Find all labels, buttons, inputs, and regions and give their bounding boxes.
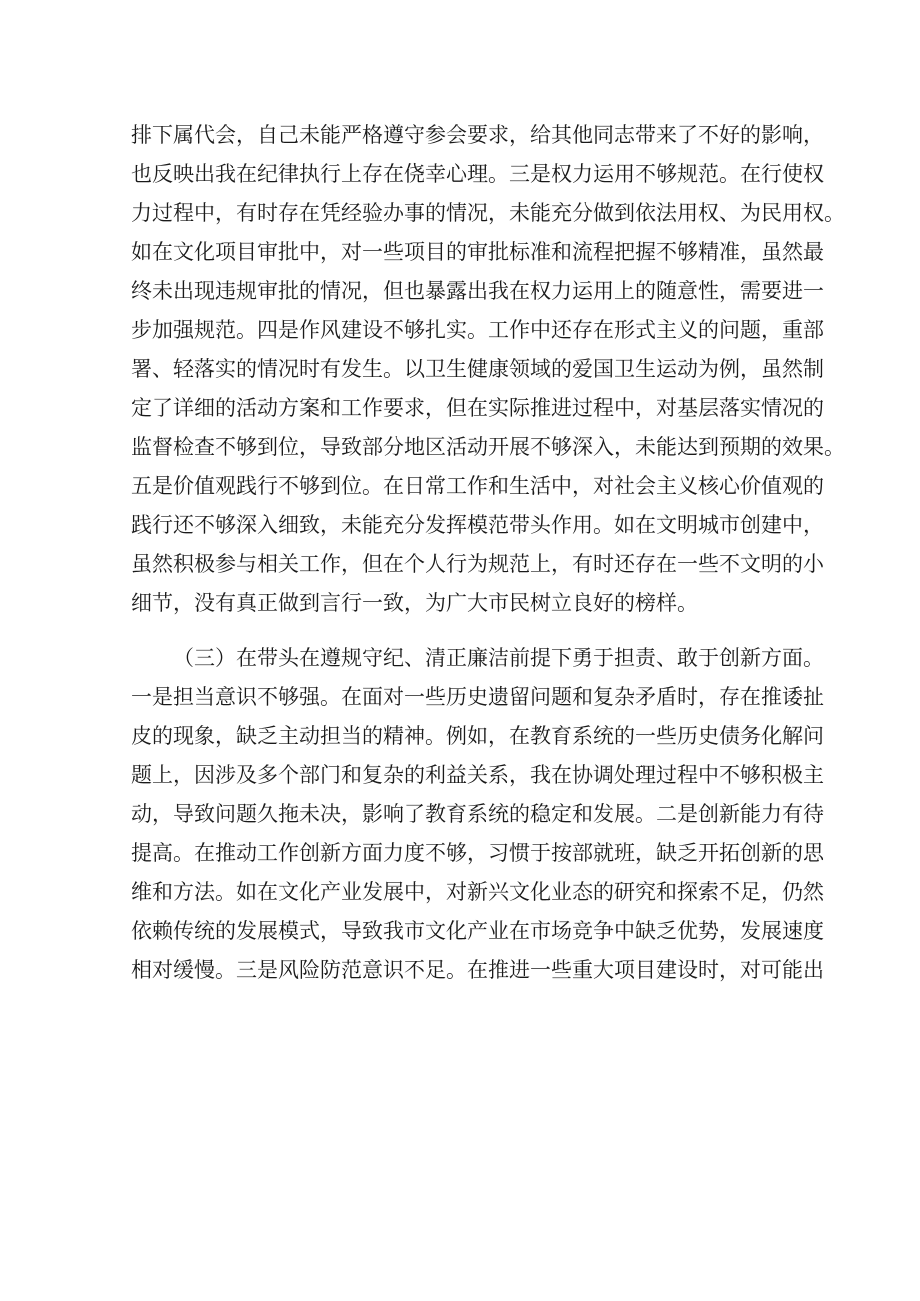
paragraph-spacer [131, 623, 791, 639]
text-line: 步加强规范。四是作风建设不够扎实。工作中还存在形式主义的问题，重部 [131, 318, 824, 342]
text-line: 力过程中，有时存在凭经验办事的情况，未能充分做到依法用权、为民用权。 [131, 201, 845, 225]
text-line: 监督检查不够到位，导致部分地区活动开展不够深入，未能达到预期的效果。 [131, 435, 845, 459]
text-line: 提高。在推动工作创新方面力度不够，习惯于按部就班，缺乏开拓创新的思 [131, 841, 824, 865]
text-line: 排下属代会，自己未能严格遵守参会要求，给其他同志带来了不好的影响， [131, 123, 824, 147]
paragraph-2 [131, 639, 824, 990]
text-line: 依赖传统的发展模式，导致我市文化产业在市场竞争中缺乏优势，发展速度 [131, 919, 824, 943]
text-line: 相对缓慢。三是风险防范意识不足。在推进一些重大项目建设时，对可能出 [131, 958, 824, 982]
text-line: 维和方法。如在文化产业发展中，对新兴文化业态的研究和探索不足，仍然 [131, 880, 824, 904]
section-heading-line: （三）在带头在遵规守纪、清正廉洁前提下勇于担责、敢于创新方面。 [173, 646, 824, 670]
text-line: 终未出现违规审批的情况，但也暴露出我在权力运用上的随意性，需要进一 [131, 279, 824, 303]
text-line: 动，导致问题久拖未决，影响了教育系统的稳定和发展。二是创新能力有待 [131, 802, 824, 826]
text-line: 如在文化项目审批中，对一些项目的审批标准和流程把握不够精准，虽然最 [131, 240, 824, 264]
text-line: 皮的现象，缺乏主动担当的精神。例如，在教育系统的一些历史债务化解问 [131, 724, 824, 748]
text-line: 虽然积极参与相关工作，但在个人行为规范上，有时还存在一些不文明的小 [131, 552, 824, 576]
text-line: 也反映出我在纪律执行上存在侥幸心理。三是权力运用不够规范。在行使权 [131, 162, 824, 186]
text-line: 定了详细的活动方案和工作要求，但在实际推进过程中，对基层落实情况的 [131, 396, 824, 420]
text-line: 一是担当意识不够强。在面对一些历史遗留问题和复杂矛盾时，存在推诿扯 [131, 685, 824, 709]
text-line: 践行还不够深入细致，未能充分发挥模范带头作用。如在文明城市创建中， [131, 513, 824, 537]
paragraph-1 [131, 116, 845, 623]
text-line: 题上，因涉及多个部门和复杂的利益关系，我在协调处理过程中不够积极主 [131, 763, 824, 787]
text-line: 署、轻落实的情况时有发生。以卫生健康领域的爱国卫生运动为例，虽然制 [131, 357, 824, 381]
text-line: 五是价值观践行不够到位。在日常工作和生活中，对社会主义核心价值观的 [131, 474, 824, 498]
document-body [131, 116, 845, 990]
text-line: 细节，没有真正做到言行一致，为广大市民树立良好的榜样。 [131, 591, 698, 615]
